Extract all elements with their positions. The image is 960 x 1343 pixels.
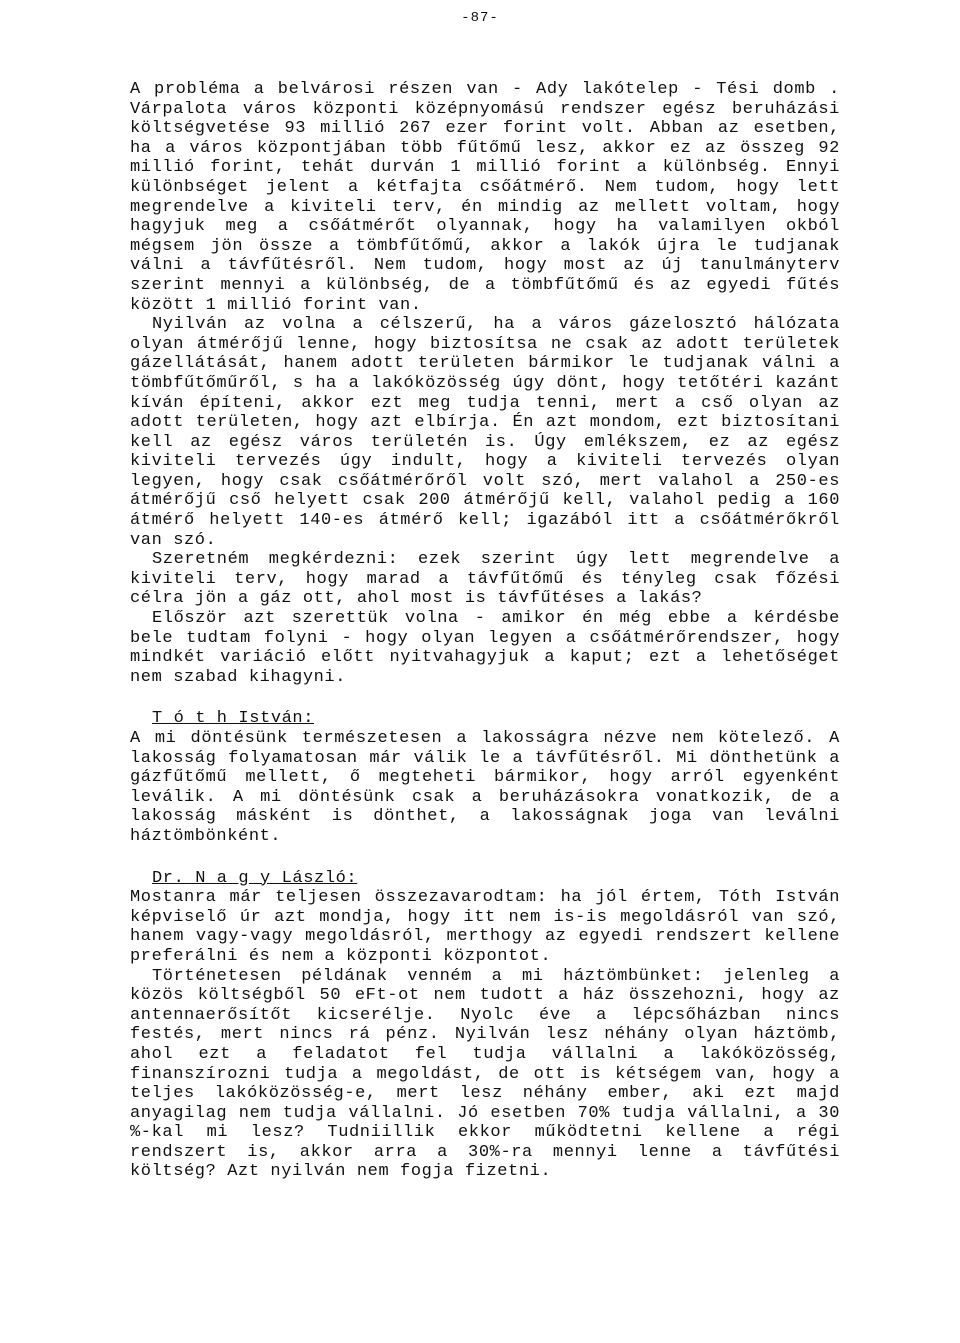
speaker-toth-istvan: T ó t h István:: [152, 709, 315, 729]
page-content: [130, 80, 840, 1182]
paragraph-nagy-example: Történetesen példának venném a mi háztömbünket: jelenleg a közös költségből 50 eFt-ot nem tudott a ház összehozni, hogy az antennaerősítőt kicserélje. Nyolc éve a lépcsőházban nincs festés, mert nincs rá pénz. Nyilván lesz néhány olyan háztömb, ahol ezt a feladatot fel tudja vállalni a lakóközösség, finanszírozni tudja a megoldást, de ott is kétségem van, hogy a teljes lakóközösség-e, mert lesz néhány ember, aki ezt majd anyagilag nem tudja vállalni. Jó esetben 70% tudja vállalni, a 30 %-kal mi lesz? Tudniillik ekkor működtetni kellene a régi rendszert is, akkor arra a 30%-ra mennyi lenne a távfűtési költség? Azt nyilván nem fogja fizetni.: [130, 966, 840, 1182]
paragraph-intro: A probléma a belvárosi részen van - Ady lakótelep - Tési domb . Várpalota város központi középnyomású rendszer egész beruházási költségvetése 93 millió 267 ezer forint volt. Abban az esetben, ha a város központjában több fűtőmű lesz, akkor ez az összeg 92 millió forint, tehát durván 1 millió forint a különbség. Ennyi különbséget jelent a kétfajta csőátmérő. Nem tudom, hogy lett megrendelve a kiviteli terv, én mindig az mellett voltam, hogy hagyjuk meg a csőátmérőt olyannak, hogy ha valamilyen okból mégsem jön össze a tömbfűtőmű, akkor a lakók újra le tudjanak válni a távfűtésről. Nem tudom, hogy most az új tanulmányterv szerint mennyi a különbség, de a tömbfűtőmű és az egyedi fűtés között 1 millió forint van.: [130, 80, 840, 315]
paragraph-toth: A mi döntésünk természetesen a lakosságra nézve nem kötelező. A lakosság folyamatosan már válik le a távfűtésről. Mi dönthetünk a gázfűtőmű mellett, ő megteheti bármikor, hogy arról egyenként leválik. A mi döntésünk csak a beruházásokra vonatkozik, de a lakosság másként is dönthet, a lakosságnak joga van leválni háztömbönként.: [130, 729, 840, 846]
paragraph-question: Szeretném megkérdezni: ezek szerint úgy lett megrendelve a kiviteli terv, hogy marad a távfűtőmű és tényleg csak főzési célra jön a gáz ott, ahol most is távfűtéses a lakás?: [130, 550, 840, 609]
paragraph-gas-network: Nyilván az volna a célszerű, ha a város gázelosztó hálózata olyan átmérőjű lenne, hogy biztosítsa ne csak az adott területek gázellátását, hanem adott területen bármikor le tudjanak válni a tömbfűtőműről, s ha a lakóközösség úgy dönt, hogy tetőtéri kazánt kíván építeni, akkor ezt meg tudja tenni, mert a cső olyan az adott területen, hogy azt elbírja. Én azt mondom, ezt biztosítani kell az egész város területén is. Úgy emlékszem, ez az egész kiviteli tervezés úgy indult, hogy a kiviteli tervezés olyan legyen, hogy csak csőátmérőről volt szó, mert valahol a 250-es átmérőjű cső helyett csak 200 átmérőjű kell, valahol pedig a 160 átmérő helyett 140-es átmérő kell; igazából itt a csőátmérőkről van szó.: [130, 315, 840, 550]
paragraph-nagy-confused: Mostanra már teljesen összezavarodtam: ha jól értem, Tóth István képviselő úr azt mondja, hogy itt nem is-is megoldásról van szó, hanem vagy-vagy megoldásról, merthogy az egyedi rendszert kellene preferálni és nem a központi központot.: [130, 888, 840, 966]
paragraph-first: Először azt szerettük volna - amikor én még ebbe a kérdésbe bele tudtam folyni - hogy olyan legyen a csőátmérőrendszer, hogy mindkét variáció előtt nyitvahagyjuk a kaput; ezt a lehetőséget nem szabad kihagyni.: [130, 609, 840, 687]
speaker-nagy-laszlo: Dr. N a g y László:: [152, 868, 358, 888]
page-number: -87-: [461, 10, 499, 26]
